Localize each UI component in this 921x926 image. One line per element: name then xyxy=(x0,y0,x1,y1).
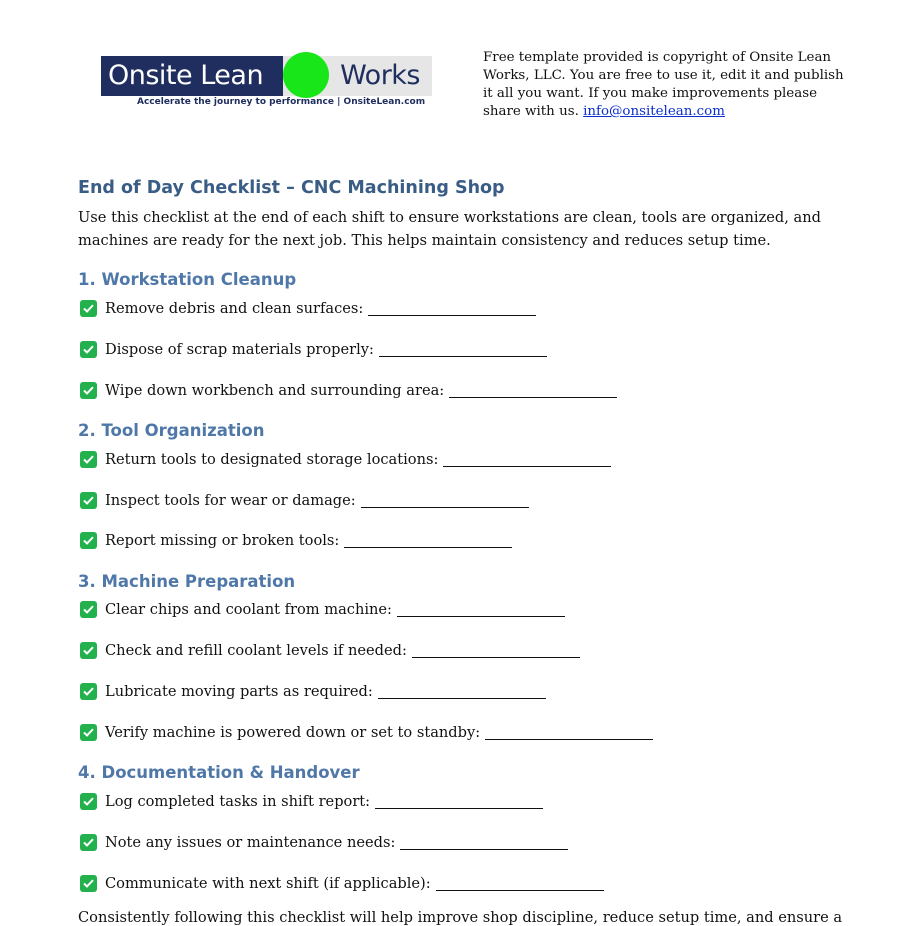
email-link[interactable]: info@onsitelean.com xyxy=(583,104,725,119)
answer-blank[interactable] xyxy=(449,383,617,398)
logo-bar xyxy=(101,56,432,96)
checkmark-icon xyxy=(80,642,97,659)
checklist-item[interactable] xyxy=(80,640,580,660)
checklist-item[interactable] xyxy=(80,339,547,359)
answer-blank[interactable] xyxy=(397,602,565,617)
item-label: Verify machine is powered down or set to standby: xyxy=(105,723,481,741)
checkmark-icon xyxy=(80,382,97,399)
item-label: Inspect tools for wear or damage: xyxy=(105,491,356,509)
answer-blank[interactable] xyxy=(379,342,547,357)
section-heading: 3. Machine Preparation xyxy=(78,572,296,591)
checkmark-icon xyxy=(80,451,97,468)
checklist-item[interactable] xyxy=(80,298,536,318)
item-label: Check and refill coolant levels if needed: xyxy=(105,641,407,659)
answer-blank[interactable] xyxy=(368,301,536,316)
answer-blank[interactable] xyxy=(378,684,546,699)
copyright-notice xyxy=(483,49,853,121)
item-label: Wipe down workbench and surrounding area: xyxy=(105,381,445,399)
checklist-item[interactable] xyxy=(80,791,543,811)
checkmark-icon xyxy=(80,532,97,549)
section-heading: 4. Documentation & Handover xyxy=(78,763,360,782)
checkmark-icon xyxy=(80,492,97,509)
intro-paragraph: Use this checklist at the end of each shift to ensure workstations are clean, tools are organized, and machines are ready for the next job. This helps maintain consistency and reduces setup time. xyxy=(78,209,821,249)
closing-paragraph: Consistently following this checklist will help improve shop discipline, reduce setup time, and ensure a xyxy=(78,909,843,926)
checkmark-icon xyxy=(80,724,97,741)
checkmark-icon xyxy=(80,601,97,618)
item-label: Clear chips and coolant from machine: xyxy=(105,600,392,618)
checkmark-icon xyxy=(80,683,97,700)
answer-blank[interactable] xyxy=(375,794,543,809)
answer-blank[interactable] xyxy=(443,452,611,467)
logo-right-text: Works xyxy=(283,56,432,96)
answer-blank[interactable] xyxy=(485,725,653,740)
checklist-item[interactable] xyxy=(80,681,546,701)
answer-blank[interactable] xyxy=(400,835,568,850)
section-heading: 1. Workstation Cleanup xyxy=(78,270,297,289)
checkmark-icon xyxy=(80,341,97,358)
answer-blank[interactable] xyxy=(436,876,604,891)
checklist-item[interactable] xyxy=(80,722,653,742)
notice-text: Free template provided is copyright of Onsite Lean Works, LLC. You are free to use it, edit it and publish it all you want. If you make improvements please share with us. xyxy=(483,50,844,119)
logo-tagline: Accelerate the journey to performance | OnsiteLean.com xyxy=(137,97,426,107)
checkmark-icon xyxy=(80,875,97,892)
item-label: Note any issues or maintenance needs: xyxy=(105,833,396,851)
checkmark-icon xyxy=(80,834,97,851)
item-label: Communicate with next shift (if applicable): xyxy=(105,874,431,892)
checkmark-icon xyxy=(80,300,97,317)
page-title: End of Day Checklist – CNC Machining Shop xyxy=(78,178,505,198)
checklist-item[interactable] xyxy=(80,599,565,619)
item-label: Report missing or broken tools: xyxy=(105,531,340,549)
answer-blank[interactable] xyxy=(361,493,529,508)
item-label: Log completed tasks in shift report: xyxy=(105,792,371,810)
answer-blank[interactable] xyxy=(344,533,512,548)
checklist-item[interactable] xyxy=(80,832,568,852)
checkmark-icon xyxy=(80,793,97,810)
company-logo xyxy=(101,52,432,114)
checklist-item[interactable] xyxy=(80,530,512,550)
checklist-item[interactable] xyxy=(80,490,529,510)
item-label: Lubricate moving parts as required: xyxy=(105,682,373,700)
checklist-item[interactable] xyxy=(80,449,611,469)
item-label: Return tools to designated storage locations: xyxy=(105,450,439,468)
answer-blank[interactable] xyxy=(412,643,580,658)
checklist-item[interactable] xyxy=(80,873,604,893)
logo-left-text: Onsite Lean xyxy=(101,56,283,96)
logo-green-dot xyxy=(283,52,329,98)
item-label: Dispose of scrap materials properly: xyxy=(105,340,374,358)
section-heading: 2. Tool Organization xyxy=(78,421,265,440)
item-label: Remove debris and clean surfaces: xyxy=(105,299,364,317)
checklist-item[interactable] xyxy=(80,380,617,400)
